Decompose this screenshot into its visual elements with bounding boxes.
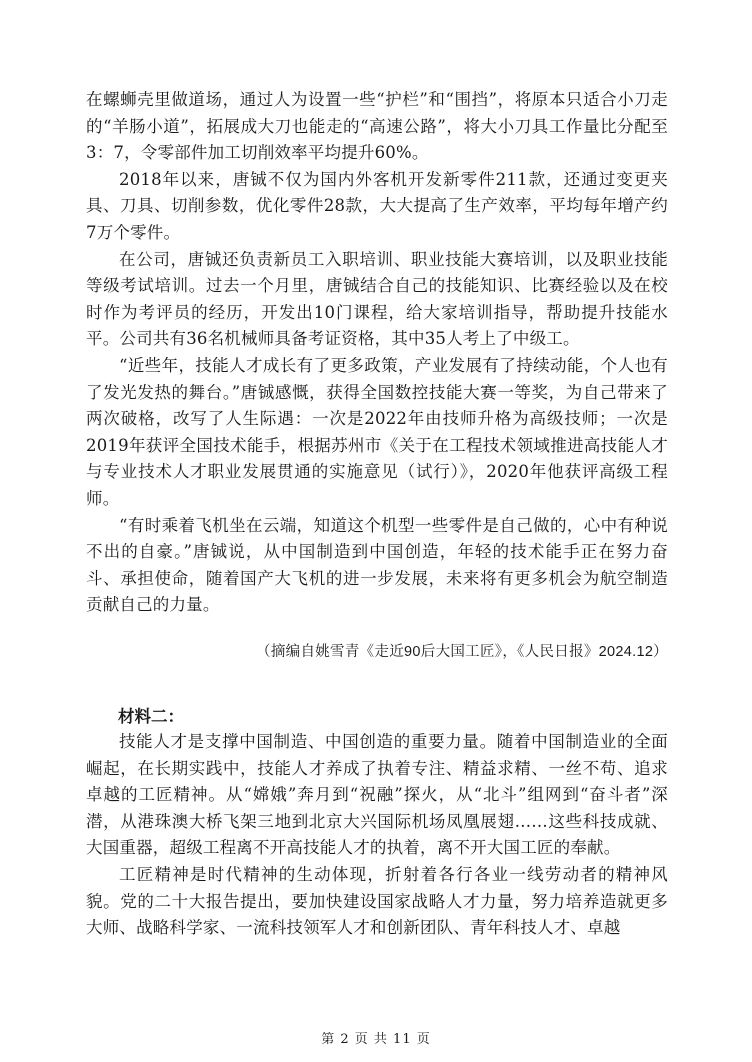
body-paragraph: 技能人才是支撑中国制造、中国创造的重要力量。随着中国制造业的全面崛起，在长期实践中，技能人才养成了执着专注、精益求精、一丝不苟、追求卓越的工匠精神。从“嫦娥”奔月到“祝融”探火，从“北斗”组网到“奋斗者”深潜，从港珠澳大桥飞架三地到北京大兴国际机场凤凰展翅……这些科技成就、大国重器，超级工程离不开高技能人才的执着，离不开大国工匠的奉献。 (86, 732, 668, 858)
body-paragraph: 2018年以来，唐铖不仅为国内外客机开发新零件211款，还通过变更夹具、刀具、切削参数，优化零件28款，大大提高了生产效率，平均每年增产约7万个零件。 (86, 169, 668, 242)
body-paragraph: “近些年，技能人才成长有了更多政策，产业发展有了持续动能，个人也有了发光发热的舞台。”唐铖感慨，获得全国数控技能大赛一等奖，为自己带来了两次破格，改写了人生际遇：一次是2022年由技师升格为高级技师；一次是2019年获评全国技术能手，根据苏州市《关于在工程技术领域推进高技能人才与专业技术人才职业发展贯通的实施意见（试行）》，2020年他获评高级工程师。 (86, 355, 668, 508)
material-two-heading: 材料二： (118, 707, 184, 726)
material-one-body (86, 87, 668, 619)
source-citation: （摘编自姚雪青《走近90后大国工匠》，《人民日报》2024.12） (256, 644, 668, 660)
body-paragraph: 在公司，唐铖还负责新员工入职培训、职业技能大赛培训，以及职业技能等级考试培训。过去一个月里，唐铖结合自己的技能知识、比赛经验以及在校时作为考评员的经历，开发出10门课程，给大家培训指导，帮助提升技能水平。公司共有36名机械师具备考证资格，其中35人考上了中级工。 (86, 249, 668, 349)
body-paragraph: 工匠精神是时代精神的生动体现，折射着各行各业一线劳动者的精神风貌。党的二十大报告提出，要加快建设国家战略人才力量，努力培养造就更多大师、战略科学家、一流科技领军人才和创新团队、青年科技人才、卓越 (86, 864, 668, 938)
material-two-body (86, 729, 668, 942)
body-paragraph: 在螺蛳壳里做道场，通过人为设置一些“护栏”和“围挡”，将原本只适合小刀走的“羊肠小道”，拓展成大刀也能走的“高速公路”，将大小刀具工作量比分配至3：7，令零部件加工切削效率平均提升60%。 (86, 90, 668, 163)
page-footer: 第 2 页 共 11 页 (321, 1032, 431, 1047)
body-paragraph: “有时乘着飞机坐在云端，知道这个机型一些零件是自己做的，心中有种说不出的自豪。”唐铖说，从中国制造到中国创造，年轻的技术能手正在努力奋斗、承担使命，随着国产大飞机的进一步发展，未来将有更多机会为航空制造贡献自己的力量。 (86, 515, 668, 615)
